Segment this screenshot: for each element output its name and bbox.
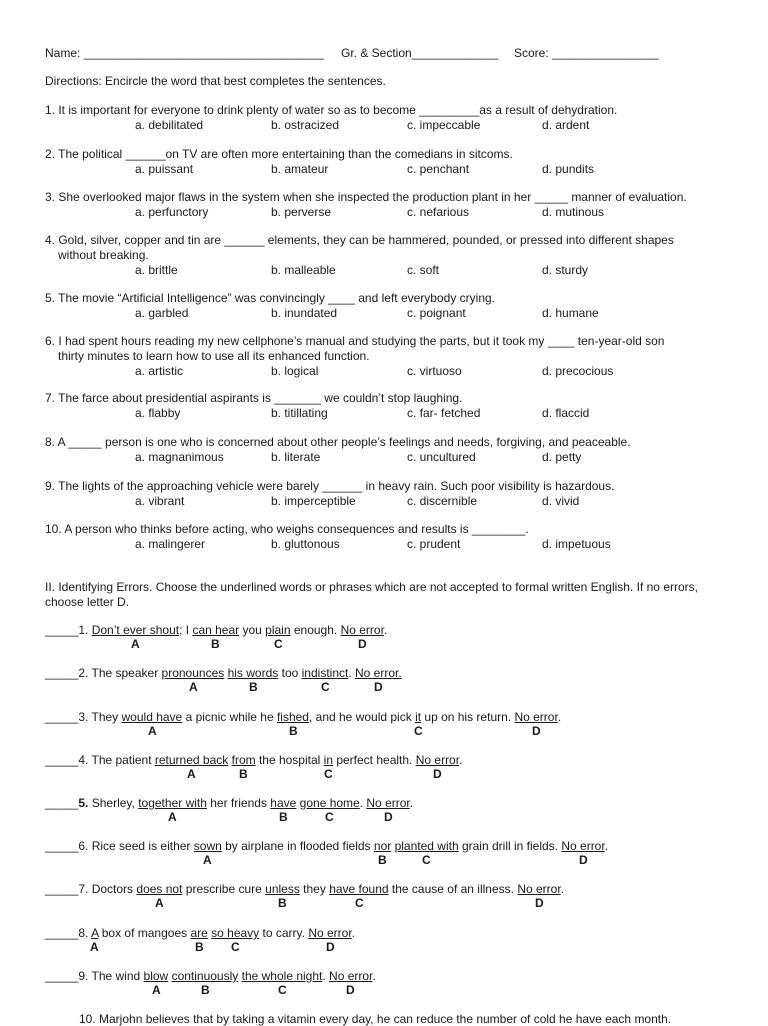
underlined-option[interactable]: unless (265, 882, 300, 896)
question-4-text: without breaking. (58, 248, 149, 262)
error-item-9 (45, 969, 376, 983)
underlined-option[interactable]: can hear (192, 623, 240, 637)
option-label-b: B (279, 810, 288, 824)
sentence-text: . (560, 882, 565, 896)
part2-intro-line1: II. Identifying Errors. Choose the underlined words or phrases which are not accepted to formal written English. If no errors, (45, 580, 698, 594)
question-1-text: 1. It is important for everyone to drink plenty of water so as to become _________as a result of dehydration. (45, 103, 618, 117)
error-item-8 (45, 926, 355, 940)
underlined-option[interactable]: does not (136, 882, 183, 896)
sentence-text: _____ (45, 796, 79, 810)
underlined-option[interactable]: are (190, 926, 208, 940)
sentence-text: _____1. (45, 623, 92, 637)
question-1-choice-c[interactable]: c. impeccable (407, 118, 481, 132)
question-8-choice-b[interactable]: b. literate (271, 450, 321, 464)
question-8-text: 8. A _____ person is one who is concerned about other people’s feelings and needs, forgiving, and peaceable. (45, 435, 631, 449)
option-label-b: B (239, 767, 248, 781)
question-3-choice-c[interactable]: c. nefarious (407, 205, 470, 219)
question-4-choice-d[interactable]: d. sturdy (542, 263, 589, 277)
question-6-text: thirty minutes to learn how to use all its enhanced function. (58, 349, 370, 363)
option-label-c: C (414, 724, 423, 738)
question-7-choice-d[interactable]: d. flaccid (542, 406, 590, 420)
option-label-d: D (326, 940, 335, 954)
error-item-1 (45, 623, 387, 637)
underlined-option[interactable]: gone home (299, 796, 360, 810)
sentence-text: . (604, 839, 609, 853)
option-label-d: D (374, 680, 383, 694)
directions: Directions: Encircle the word that best completes the sentences. (45, 74, 386, 88)
option-label-c: C (422, 853, 431, 867)
option-label-d: D (346, 983, 355, 997)
question-5-text: 5. The movie “Artificial Intelligence” was convincingly ____ and left everybody crying. (45, 291, 495, 305)
item10-line: 10. Marjohn believes that by taking a vitamin every day, he can reduce the number of cold he have each month. (79, 1012, 672, 1026)
sentence-text: . (557, 710, 562, 724)
score-field: Score: ________________ (514, 46, 659, 60)
part2-intro-line2: choose letter D. (45, 595, 130, 609)
question-6-choice-b[interactable]: b. logical (271, 364, 319, 378)
sentence-text: _____2. The speaker (45, 666, 162, 680)
question-8-choice-c[interactable]: c. uncultured (407, 450, 476, 464)
question-4-choice-b[interactable]: b. malleable (271, 263, 336, 277)
underlined-option[interactable]: No error (329, 969, 373, 983)
question-4-choice-a[interactable]: a. brittle (135, 263, 178, 277)
sentence-text: _____7. Doctors (45, 882, 137, 896)
underlined-option[interactable]: pronounces (161, 666, 225, 680)
sentence-text: . (409, 796, 414, 810)
question-9-text: 9. The lights of the approaching vehicle were barely ______ in heavy rain. Such poor visibility is hazardous. (45, 479, 615, 493)
sentence-text: . (372, 969, 376, 983)
option-label-b: B (201, 983, 210, 997)
sentence-text: up on his return. (421, 710, 515, 724)
error-item-2 (45, 666, 402, 680)
underlined-option[interactable]: have (270, 796, 297, 810)
question-6-text: 6. I had spent hours reading my new cellphone’s manual and studying the parts, but it took my ____ ten-year-old son (45, 334, 665, 348)
option-label-b: B (289, 724, 298, 738)
underlined-option[interactable]: No error (415, 753, 460, 767)
option-label-b: B (211, 637, 220, 651)
underlined-option[interactable]: together with (138, 796, 207, 810)
sentence-text: ; I (179, 623, 193, 637)
sentence-text: _____6. Rice seed is either (45, 839, 194, 853)
sentence-text: a picnic while he (182, 710, 277, 724)
underlined-option[interactable]: No error (340, 623, 384, 637)
underlined-option[interactable]: sown (193, 839, 222, 853)
question-9-choice-c[interactable]: c. discernible (407, 494, 478, 508)
option-label-a: A (203, 853, 212, 867)
option-label-d: D (579, 853, 588, 867)
question-2-text: 2. The political ______on TV are often more entertaining than the comedians in sitcoms. (45, 147, 513, 161)
sentence-text: perfect health. (333, 753, 416, 767)
option-label-a: A (155, 896, 164, 910)
underlined-option[interactable]: so heavy (211, 926, 260, 940)
option-label-a: A (90, 940, 99, 954)
sentence-text: . (459, 753, 463, 767)
name-field: Name: ____________________________________ (45, 46, 324, 60)
question-6-choice-a[interactable]: a. artistic (135, 364, 184, 378)
underlined-option[interactable]: in (323, 753, 333, 767)
sentence-text: , and he would pick (308, 710, 416, 724)
sentence-text: they (299, 882, 330, 896)
question-7-choice-b[interactable]: b. titillating (271, 406, 328, 420)
underlined-option[interactable]: No error (308, 926, 352, 940)
sentence-text: . (351, 926, 356, 940)
sentence-text: prescribe cure (182, 882, 266, 896)
question-7-choice-c[interactable]: c. far- fetched (407, 406, 481, 420)
underlined-option[interactable]: No error (514, 710, 558, 724)
option-label-d: D (358, 637, 367, 651)
error-item-4 (45, 753, 462, 767)
underlined-option[interactable]: returned back (154, 753, 229, 767)
underlined-option[interactable]: indistinct (301, 666, 349, 680)
question-5-choice-a[interactable]: a. garbled (135, 306, 189, 320)
question-4-choice-c[interactable]: c. soft (407, 263, 440, 277)
option-label-a: A (152, 983, 161, 997)
sentence-text: . (322, 969, 330, 983)
option-label-a: A (131, 637, 140, 651)
underlined-option[interactable]: planted with (394, 839, 459, 853)
sentence-text: enough. (290, 623, 341, 637)
sentence-text: by airplane in flooded fields (221, 839, 374, 853)
underlined-option[interactable]: plain (265, 623, 291, 637)
option-label-b: B (278, 896, 287, 910)
question-5-choice-b[interactable]: b. inundated (271, 306, 338, 320)
underlined-option[interactable]: No error (517, 882, 561, 896)
question-7-text: 7. The farce about presidential aspirants is _______ we couldn’t stop laughing. (45, 391, 463, 405)
question-5-choice-d[interactable]: d. humane (542, 306, 599, 320)
question-1-choice-b[interactable]: b. ostracized (271, 118, 340, 132)
question-3-choice-a[interactable]: a. perfunctory (135, 205, 209, 219)
question-3-text: 3. She overlooked major flaws in the system when she inspected the production plant in her _____ manner of evaluation. (45, 190, 687, 204)
question-10-choice-c[interactable]: c. prudent (407, 537, 461, 551)
question-7-choice-a[interactable]: a. flabby (135, 406, 181, 420)
question-6-choice-c[interactable]: c. virtuoso (407, 364, 462, 378)
option-label-c: C (325, 810, 334, 824)
question-3-choice-b[interactable]: b. perverse (271, 205, 332, 219)
underlined-option[interactable]: No error. (355, 666, 402, 680)
option-label-c: C (355, 896, 364, 910)
option-label-b: B (195, 940, 204, 954)
question-2-choice-c[interactable]: c. penchant (407, 162, 470, 176)
error-item-3 (45, 710, 561, 724)
sentence-text: . (359, 796, 367, 810)
sentence-text: to carry. (259, 926, 309, 940)
question-4-text: 4. Gold, silver, copper and tin are ______ elements, they can be hammered, pounded, or pressed into different shapes (45, 233, 674, 247)
option-label-b: B (249, 680, 258, 694)
underlined-option[interactable]: fished (276, 710, 309, 724)
question-9-choice-b[interactable]: b. imperceptible (271, 494, 356, 508)
underlined-option[interactable]: blow (143, 969, 169, 983)
option-label-c: C (321, 680, 330, 694)
option-label-d: D (535, 896, 544, 910)
option-label-a: A (148, 724, 157, 738)
option-label-a: A (187, 767, 196, 781)
option-label-a: A (189, 680, 198, 694)
underlined-option[interactable]: No error (366, 796, 410, 810)
question-8-choice-d[interactable]: d. petty (542, 450, 582, 464)
option-label-c: C (231, 940, 240, 954)
sentence-text: the hospital (255, 753, 324, 767)
sentence-text: Sherley, (88, 796, 139, 810)
underlined-option[interactable]: No error (561, 839, 605, 853)
sentence-text: box of mangoes (98, 926, 191, 940)
underlined-option[interactable]: it (415, 710, 422, 724)
option-label-c: C (274, 637, 283, 651)
underlined-option[interactable]: continuously (171, 969, 239, 983)
question-10-choice-d[interactable]: d. impetuous (542, 537, 611, 551)
option-label-a: A (168, 810, 177, 824)
option-label-c: C (324, 767, 333, 781)
question-3-choice-d[interactable]: d. mutinous (542, 205, 605, 219)
sentence-text: _____4. The patient (45, 753, 155, 767)
sentence-text: _____9. The wind (45, 969, 144, 983)
item-number: 5. (78, 796, 89, 810)
error-item-5 (45, 796, 413, 810)
option-label-d: D (532, 724, 541, 738)
underlined-option[interactable]: nor (373, 839, 392, 853)
underlined-option[interactable]: from (231, 753, 256, 767)
question-10-choice-b[interactable]: b. gluttonous (271, 537, 340, 551)
error-item-7 (45, 882, 564, 896)
question-2-choice-b[interactable]: b. amateur (271, 162, 329, 176)
sentence-text: . (383, 623, 388, 637)
underlined-option[interactable]: would have (121, 710, 183, 724)
underlined-option[interactable]: have found (329, 882, 389, 896)
option-label-c: C (278, 983, 287, 997)
question-9-choice-a[interactable]: a. vibrant (135, 494, 185, 508)
question-10-text: 10. A person who thinks before acting, who weighs consequences and results is ________. (45, 522, 529, 536)
error-item-6 (45, 839, 608, 853)
question-1-choice-a[interactable]: a. debilitated (135, 118, 204, 132)
option-label-d: D (384, 810, 393, 824)
sentence-text: too (278, 666, 302, 680)
sentence-text: _____3. They (45, 710, 122, 724)
option-label-d: D (433, 767, 442, 781)
question-9-choice-d[interactable]: d. vivid (542, 494, 580, 508)
sentence-text: grain drill in fields. (458, 839, 562, 853)
underlined-option[interactable]: Don’t ever shout (91, 623, 180, 637)
sentence-text: her friends (206, 796, 271, 810)
underlined-option[interactable]: the whole night (241, 969, 323, 983)
section-field: Gr. & Section_____________ (341, 46, 499, 60)
question-5-choice-c[interactable]: c. poignant (407, 306, 466, 320)
sentence-text: the cause of an illness. (388, 882, 518, 896)
sentence-text: you (239, 623, 266, 637)
sentence-text: _____8. (45, 926, 92, 940)
question-2-choice-d[interactable]: d. pundits (542, 162, 595, 176)
question-6-choice-d[interactable]: d. precocious (542, 364, 614, 378)
sentence-text: . (348, 666, 355, 680)
underlined-option[interactable]: A (91, 926, 99, 940)
question-2-choice-a[interactable]: a. puissant (135, 162, 194, 176)
question-1-choice-d[interactable]: d. ardent (542, 118, 590, 132)
question-8-choice-a[interactable]: a. magnanimous (135, 450, 224, 464)
underlined-option[interactable]: his words (227, 666, 279, 680)
question-10-choice-a[interactable]: a. malingerer (135, 537, 206, 551)
option-label-b: B (378, 853, 387, 867)
